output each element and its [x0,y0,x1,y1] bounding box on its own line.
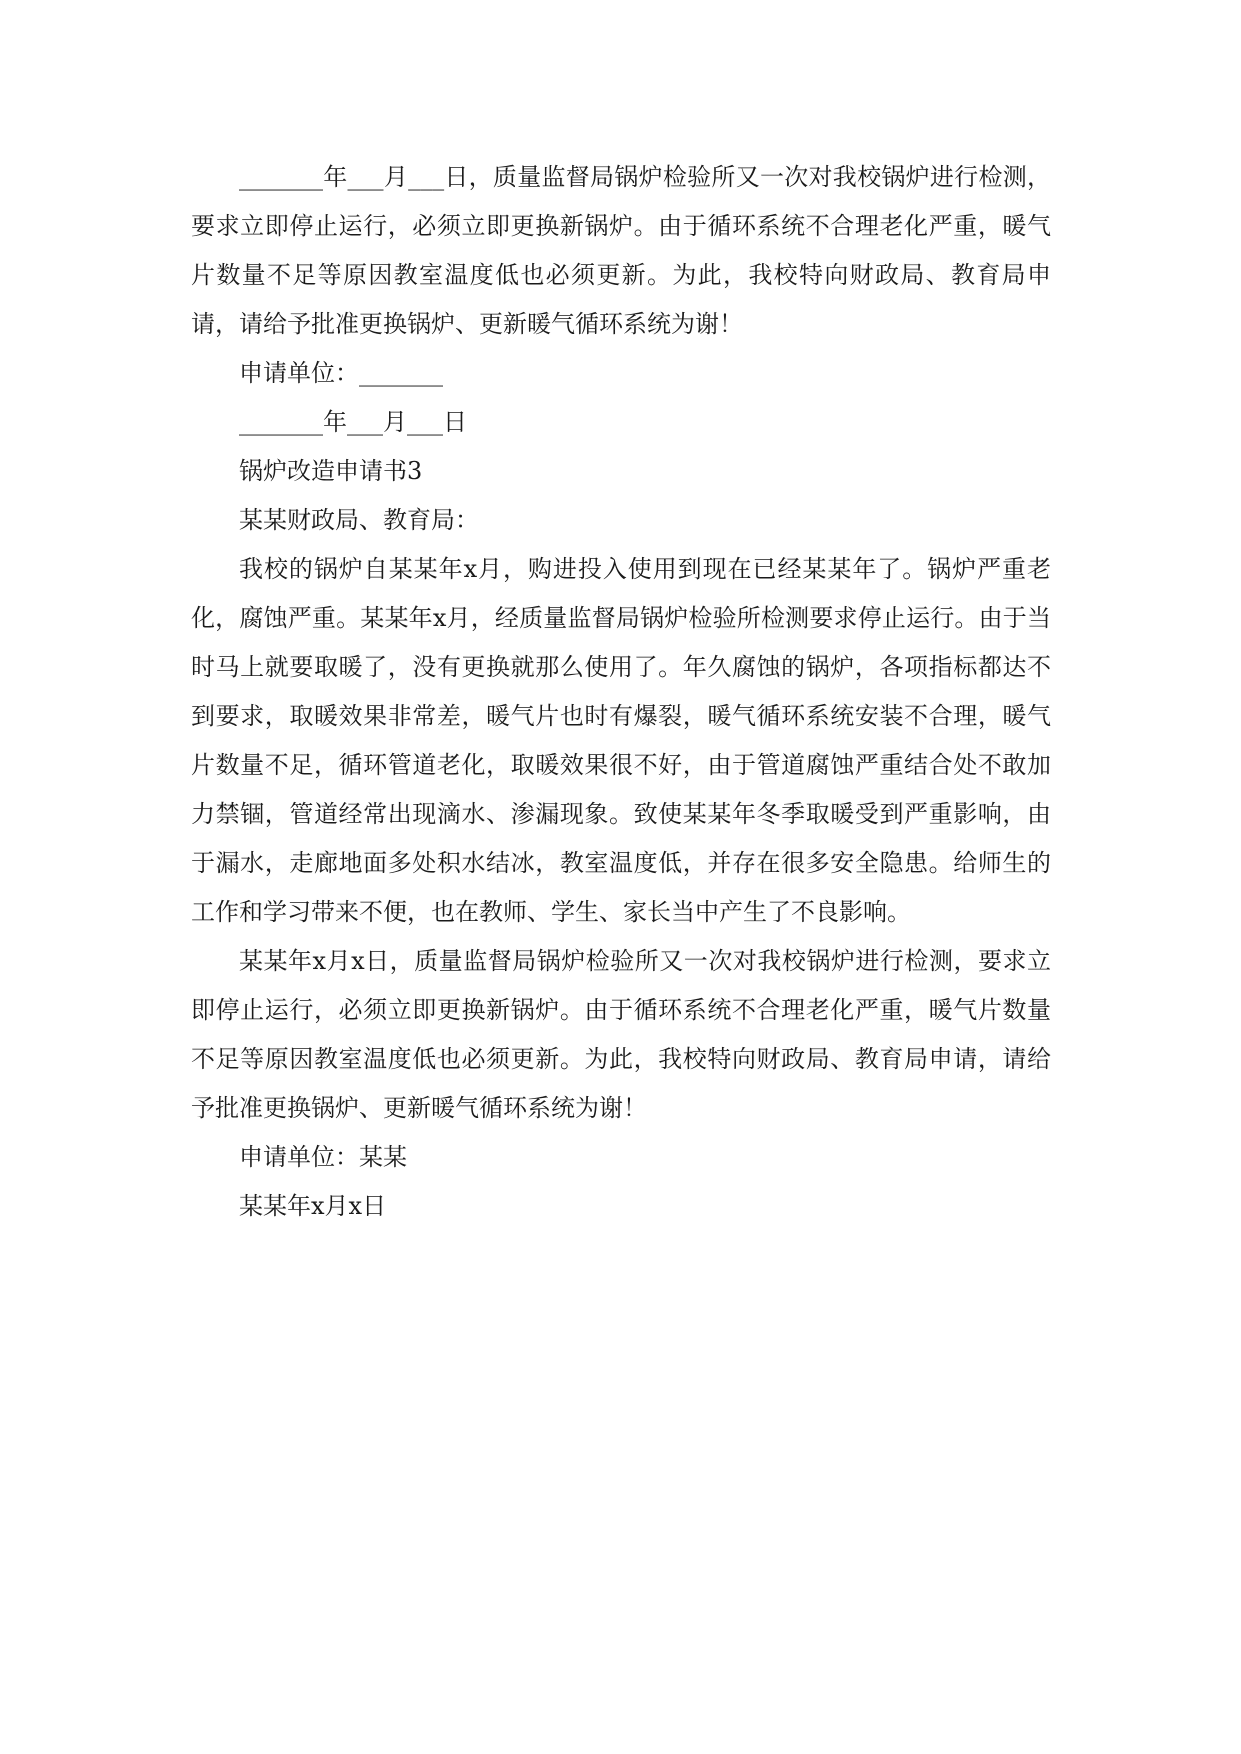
section-title: 锅炉改造申请书3 [239,457,423,485]
salutation: 某某财政局、教育局： [239,506,479,534]
paragraph-applicant: 申请单位：某某 [239,1143,407,1171]
paragraph-inspection-notice: 某某年x月x日，质量监督局锅炉检验所又一次对我校锅炉进行检测，要求立即停止运行，必须立即更换新锅炉。由于循环系统不合理老化严重，暖气片数量不足等原因教室温度低也必须更新。为此，我校特向财政局、教育局申请，请给予批准更换锅炉、更新暖气循环系统为谢！ [191,947,1051,1122]
document-page [191,153,1051,1231]
paragraph-applicant-blank: 申请单位：_______ [239,359,443,387]
paragraph-boiler-condition: 我校的锅炉自某某年x月，购进投入使用到现在已经某某年了。锅炉严重老化，腐蚀严重。某某年x月，经质量监督局锅炉检验所检测要求停止运行。由于当时马上就要取暖了，没有更换就那么使用了。年久腐蚀的锅炉，各项指标都达不到要求，取暖效果非常差，暖气片也时有爆裂，暖气循环系统安装不合理，暖气片数量不足，循环管道老化，取暖效果很不好，由于管道腐蚀严重结合处不敢加力禁锢，管道经常出现滴水、渗漏现象。致使某某年冬季取暖受到严重影响，由于漏水，走廊地面多处积水结冰，教室温度低，并存在很多安全隐患。给师生的工作和学习带来不便，也在教师、学生、家长当中产生了不良影响。 [191,555,1051,926]
paragraph-date: 某某年x月x日 [239,1192,387,1220]
paragraph-date-blank: _______年___月___日 [239,408,467,436]
paragraph-inspection-notice-blank: _______年___月___日，质量监督局锅炉检验所又一次对我校锅炉进行检测，要求立即停止运行，必须立即更换新锅炉。由于循环系统不合理老化严重，暖气片数量不足等原因教室温度低也必须更新。为此，我校特向财政局、教育局申请，请给予批准更换锅炉、更新暖气循环系统为谢！ [191,163,1051,338]
